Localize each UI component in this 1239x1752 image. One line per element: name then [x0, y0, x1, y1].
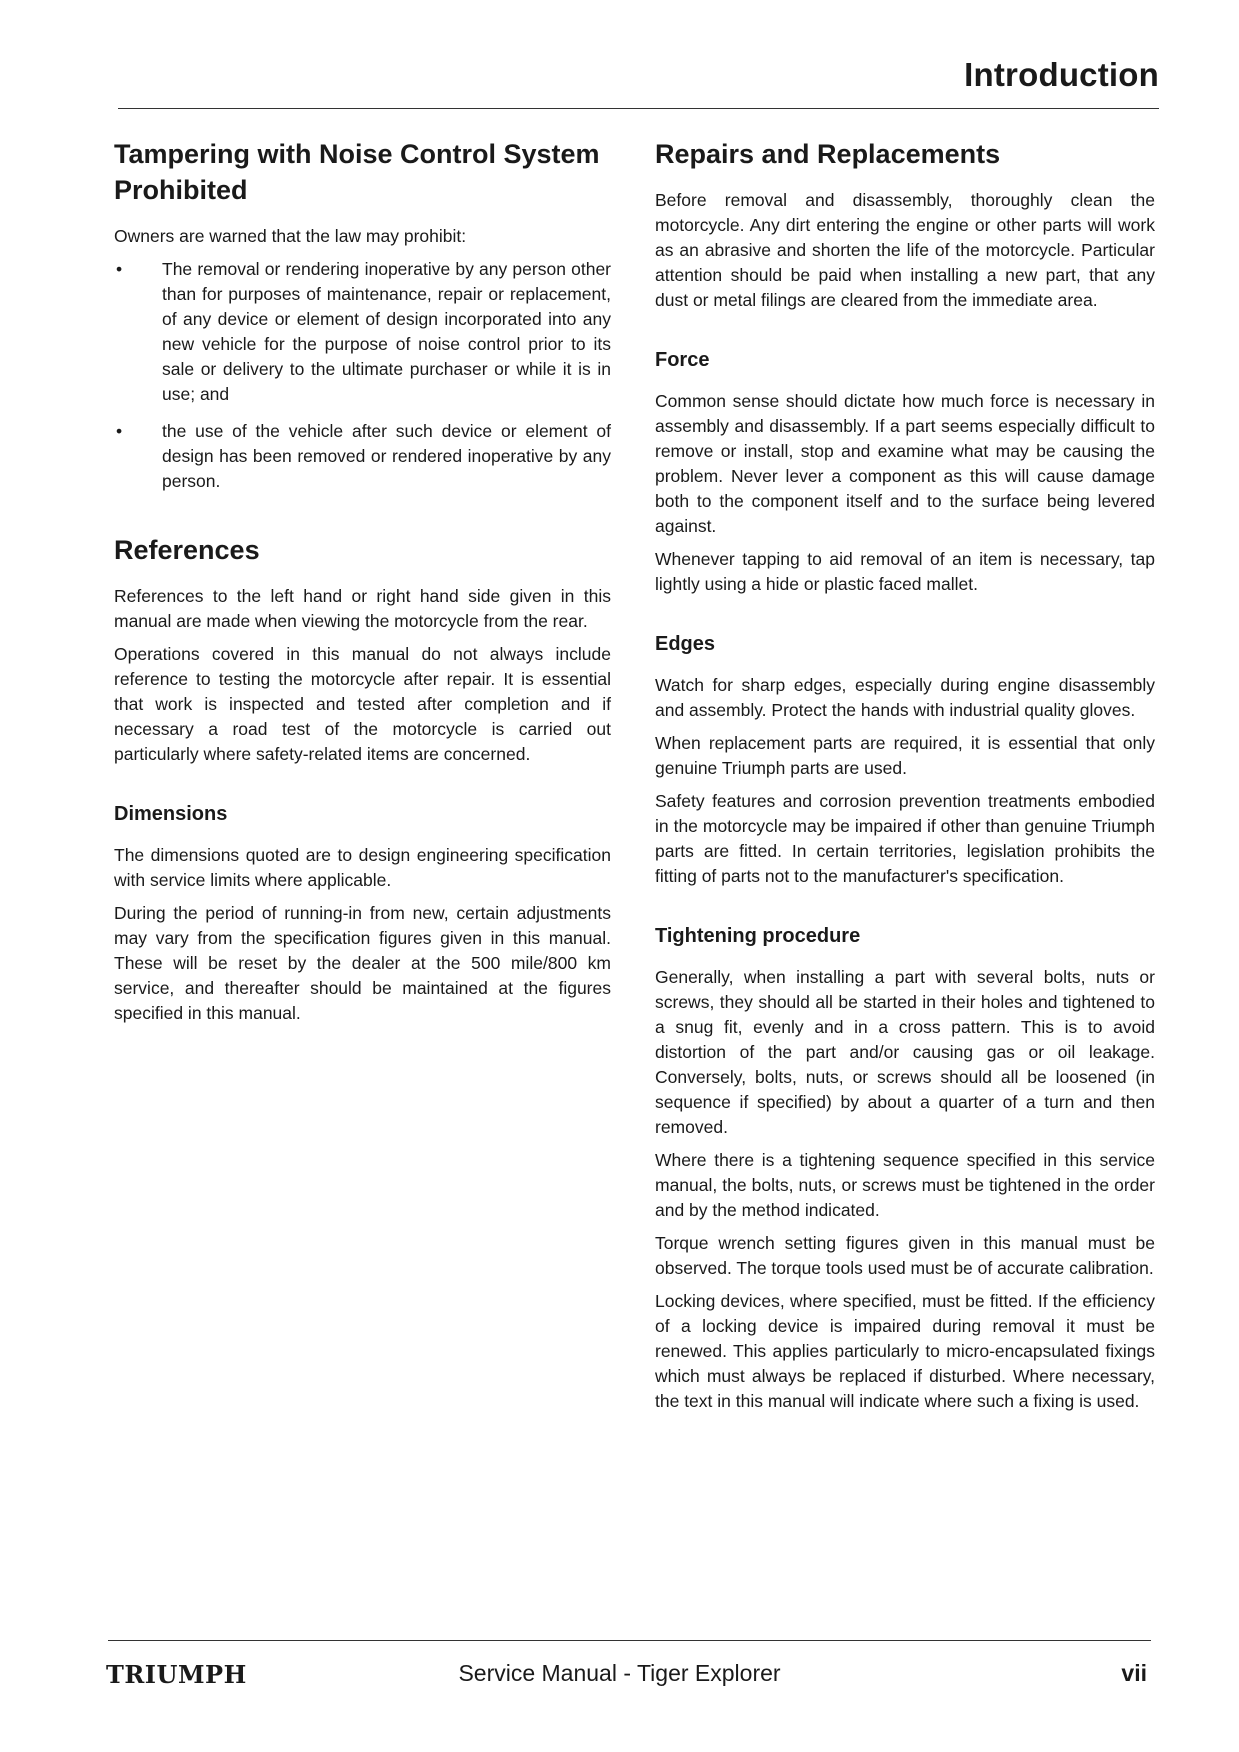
page-title: Introduction [964, 56, 1159, 93]
header-divider [118, 108, 1159, 109]
repairs-paragraph-1: Before removal and disassembly, thoroughly clean the motorcycle. Any dirt entering the engine or other parts will work as an abrasive and shorten the life of the motorcycle. Particular attention should be paid when installing a new part, that any dust or metal filings are cleared from the immediate area. [655, 190, 1155, 310]
force-section [655, 347, 1155, 597]
force-paragraph-2: Whenever tapping to aid removal of an item is necessary, tap lightly using a hide or plastic faced mallet. [655, 549, 1155, 594]
footer-manual-title: Service Manual - Tiger Explorer [458, 1660, 781, 1686]
tightening-paragraph-1: Generally, when installing a part with several bolts, nuts or screws, they should all be started in their holes and tightened to a snug fit, evenly and in a cross pattern. This is to avoid distortion of the part and/or causing gas or oil leakage. Conversely, bolts, nuts, or screws should all be loosened (in sequence if specified) by about a quarter of a turn and then removed. [655, 967, 1155, 1137]
tightening-paragraph-3: Torque wrench setting figures given in this manual must be observed. The torque tools used must be of accurate calibration. [655, 1233, 1155, 1278]
noise-control-list [114, 257, 611, 494]
dimensions-section [114, 801, 611, 1026]
list-item [114, 257, 611, 407]
references-paragraph-1: References to the left hand or right hand side given in this manual are made when viewing the motorcycle from the rear. [114, 586, 611, 631]
force-heading: Force [655, 349, 710, 371]
bullet-icon: • [116, 421, 123, 441]
tightening-paragraph-2: Where there is a tightening sequence specified in this service manual, the bolts, nuts, or screws must be tightened in the order and by the method indicated. [655, 1150, 1155, 1220]
right-column [655, 130, 1155, 1422]
dimensions-paragraph-2: During the period of running-in from new, certain adjustments may vary from the specification figures given in this manual. These will be reset by the dealer at the 500 mile/800 km service, and thereafter should be maintained at the figures specified in this manual. [114, 903, 611, 1023]
edges-section [655, 631, 1155, 889]
left-column [114, 130, 611, 1034]
page-number: vii [1121, 1660, 1147, 1686]
dimensions-heading: Dimensions [114, 803, 228, 825]
tightening-section [655, 923, 1155, 1414]
tightening-heading: Tightening procedure [655, 925, 861, 947]
references-heading: References [114, 535, 260, 565]
bullet-icon: • [116, 259, 123, 279]
edges-paragraph-1: Watch for sharp edges, especially during engine disassembly and assembly. Protect the hands with industrial quality gloves. [655, 675, 1155, 720]
edges-heading: Edges [655, 633, 716, 655]
list-item [114, 419, 611, 494]
noise-control-intro: Owners are warned that the law may prohibit: [114, 226, 467, 246]
repairs-heading: Repairs and Replacements [655, 139, 1001, 169]
noise-control-heading: Tampering with Noise Control System Prohibited [114, 139, 600, 205]
edges-paragraph-3: Safety features and corrosion prevention treatments embodied in the motorcycle may be impaired if other than genuine Triumph parts are fitted. In certain territories, legislation prohibits the fitting of parts not to the manufacturer's specification. [655, 791, 1155, 886]
list-item-text: The removal or rendering inoperative by any person other than for purposes of maintenance, repair or replacement, of any device or element of design incorporated into any new vehicle for the purpose of noise control prior to its sale or delivery to the ultimate purchaser or while it is in use; and [162, 259, 611, 404]
footer-divider [108, 1640, 1151, 1641]
references-paragraph-2: Operations covered in this manual do not always include reference to testing the motorcycle after repair. It is essential that work is inspected and tested after completion and if necessary a road test of the motorcycle is carried out particularly where safety-related items are concerned. [114, 644, 611, 764]
references-section [114, 532, 611, 767]
list-item-text: the use of the vehicle after such device or element of design has been removed or rendered inoperative by any person. [162, 421, 611, 491]
triumph-logo: TRIUMPH [106, 1660, 247, 1689]
edges-paragraph-2: When replacement parts are required, it is essential that only genuine Triumph parts are used. [655, 733, 1155, 778]
force-paragraph-1: Common sense should dictate how much force is necessary in assembly and disassembly. If a part seems especially difficult to remove or install, stop and examine what may be causing the problem. Never lever a component as this will cause damage both to the component itself and to the surface being levered against. [655, 391, 1155, 536]
noise-control-section [114, 136, 611, 494]
repairs-section [655, 136, 1155, 313]
tightening-paragraph-4: Locking devices, where specified, must be fitted. If the efficiency of a locking device is impaired during removal it must be renewed. This applies particularly to micro-encapsulated fixings which must always be replaced if disturbed. Where necessary, the text in this manual will indicate where such a fixing is used. [655, 1291, 1155, 1411]
dimensions-paragraph-1: The dimensions quoted are to design engineering specification with service limits where applicable. [114, 845, 611, 890]
